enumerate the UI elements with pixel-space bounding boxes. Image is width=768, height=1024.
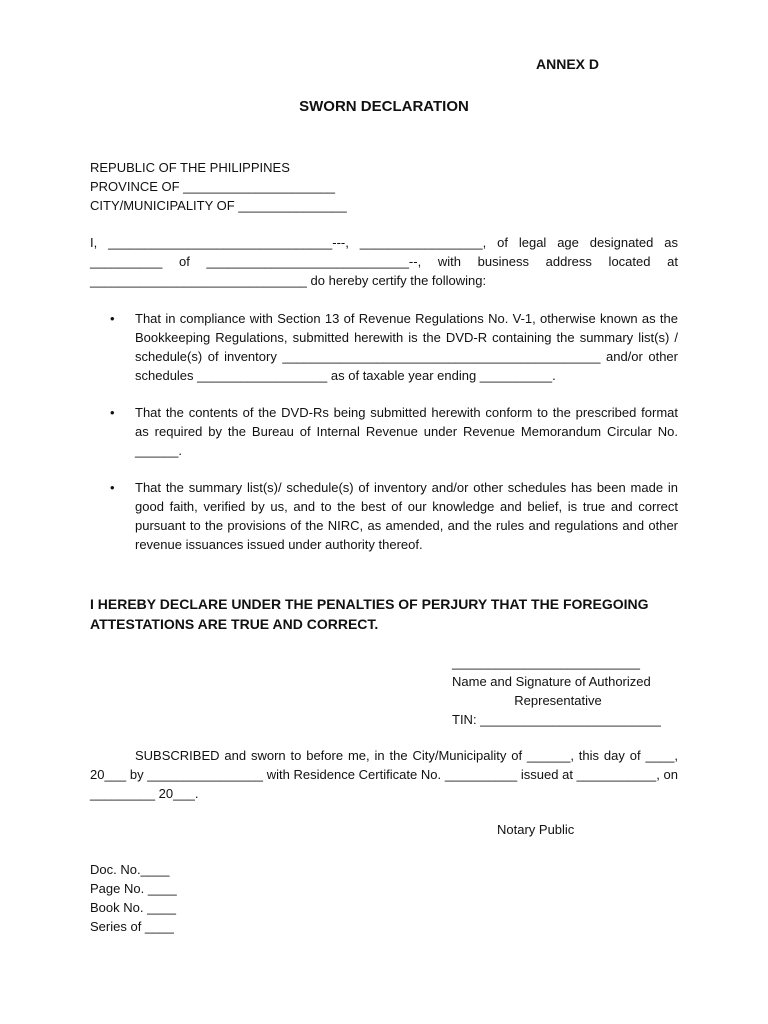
series-of: Series of ____ bbox=[90, 919, 174, 934]
tin-line: TIN: _________________________ bbox=[452, 712, 661, 727]
signature-label-cont: Representative bbox=[514, 693, 602, 708]
list-item-text: That in compliance with Section 13 of Revenue Regulations No. V-1, otherwise known as the Bookkeeping Regulations, submitted herewith is the DVD-R containing the summary list(s) / schedule(s) of inventory ____________________________________________ and/or other schedules __________________ as of taxable year ending __________. bbox=[135, 311, 678, 383]
bullet-icon: • bbox=[110, 311, 115, 326]
doc-no: Doc. No.____ bbox=[90, 862, 170, 877]
province-line: PROVINCE OF _____________________ bbox=[90, 179, 336, 194]
signature-label: Name and Signature of Authorized bbox=[452, 674, 651, 689]
jurisdiction-header bbox=[90, 158, 347, 215]
book-no: Book No. ____ bbox=[90, 900, 177, 915]
perjury-declaration: I HEREBY DECLARE UNDER THE PENALTIES OF PERJURY THAT THE FOREGOING ATTESTATIONS ARE TRUE AND CORRECT. bbox=[90, 596, 649, 632]
list-item-text: That the summary list(s)/ schedule(s) of inventory and/or other schedules has been made in good faith, verified by us, and to the best of our knowledge and belief, is true and correct pursuant to the provisions of the NIRC, as amended, and the rules and regulations and other revenue issuances issued under authority thereof. bbox=[135, 480, 678, 552]
list-item bbox=[90, 478, 678, 554]
notarial-register bbox=[90, 860, 177, 936]
notary-label: Notary Public bbox=[497, 822, 575, 837]
list-item bbox=[90, 403, 678, 460]
certification-list bbox=[90, 309, 678, 572]
jurat-paragraph: SUBSCRIBED and sworn to before me, in the City/Municipality of ______, this day of ____, 20___ by ________________ with Residence Certificate No. __________ issued at ___________, on _________ 20___. bbox=[90, 748, 678, 801]
page-no: Page No. ____ bbox=[90, 881, 177, 896]
signature-line: __________________________ bbox=[452, 655, 640, 670]
list-item-text: That the contents of the DVD-Rs being submitted herewith conform to the prescribed format as required by the Bureau of Internal Revenue under Revenue Memorandum Circular No. ______. bbox=[135, 405, 678, 458]
republic-line: REPUBLIC OF THE PHILIPPINES bbox=[90, 160, 290, 175]
signature-block bbox=[452, 653, 664, 729]
annex-label: ANNEX D bbox=[536, 56, 600, 72]
bullet-icon: • bbox=[110, 405, 115, 420]
document-title: SWORN DECLARATION bbox=[299, 98, 469, 115]
intro-paragraph: I, _______________________________---, _________________, of legal age designated as __________ of ____________________________--, with business address located at ______________________________ do hereby certify the following: bbox=[90, 235, 678, 288]
city-line: CITY/MUNICIPALITY OF _______________ bbox=[90, 198, 347, 213]
bullet-icon: • bbox=[110, 480, 115, 495]
list-item bbox=[90, 309, 678, 385]
